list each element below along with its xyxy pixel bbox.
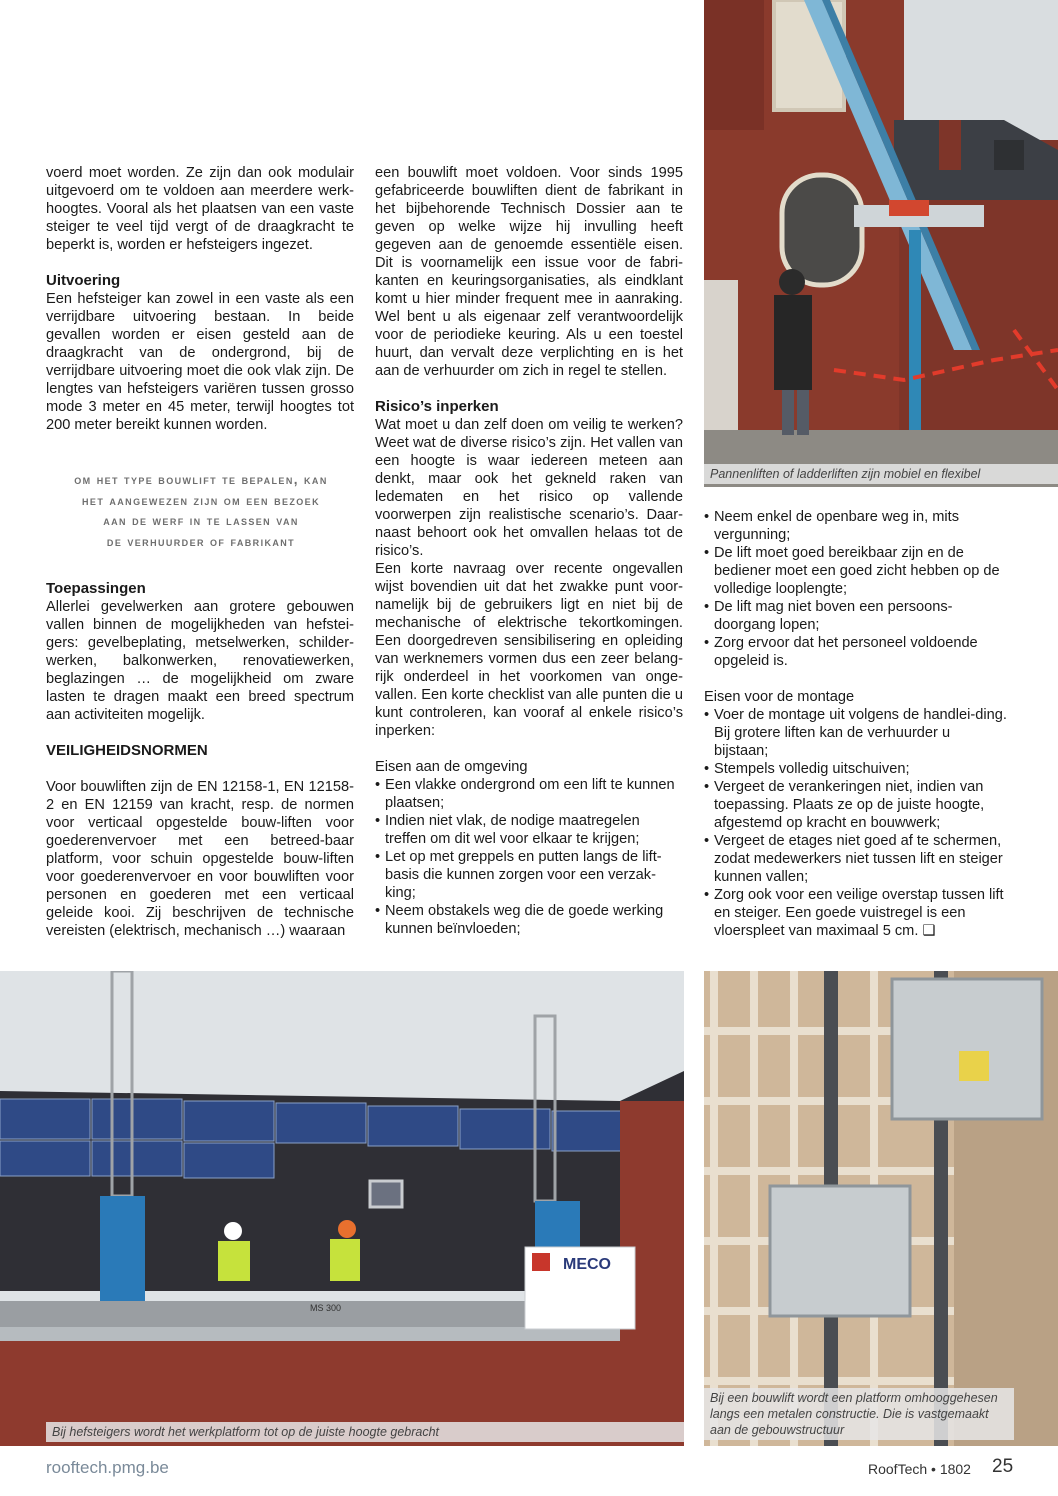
col2-risico-text-2: Een korte navraag over recente ongevallen wijst bovendien uit dat het zwakke punt voor-namelijk bij de gebruikers ligt en niet bij de mechanische of elektrische tekortkomingen. Een doorgedreven sensibilisering en opleiding van werknemers vormen dus een zeer belang-rijk onderdeel in het voorkomen van onge-vallen. Een korte checklist van alle punten die u kunt controleren, kan vooraf al enkele risico’s inperken:: [375, 561, 683, 739]
quote-line: het aangewezen zijn om een bezoek: [82, 492, 320, 508]
list-item: • Vergeet de etages niet goed af te schermen, zodat medewerkers niet tussen lift en steiger kunnen vallen;: [704, 832, 1008, 886]
heading-veiligheidsnormen: VEILIGHEIDSNORMEN: [46, 742, 208, 759]
footer-url[interactable]: rooftech.pmg.be: [46, 1458, 169, 1477]
photo-construction-hoist: [704, 971, 1058, 1446]
list-item: • Vergeet de verankeringen niet, indien van toepassing. Plaats ze op de juiste hoogte, afgestemd op kracht en bouwwerk;: [704, 778, 1008, 832]
col1-uitvoering-text: Een hefsteiger kan zowel in een vaste als een verrijdbare uitvoering bestaan. In beide gevallen worden er eisen gesteld aan de draagkracht van de ondergrond, bij de verrijdbare uitvoering moet die ook vlak zijn. De lengtes van hefsteigers variëren tussen grosso mode 3 meter en 45 meter, terwijl hoogtes tot 200 meter bereikt kunnen worden.: [46, 291, 354, 433]
heading-omgeving: Eisen aan de omgeving: [375, 759, 528, 775]
heading-uitvoering: Uitvoering: [46, 272, 121, 289]
col1-toepassingen-text: Allerlei gevelwerken aan grotere gebouwen vallen binnen de mogelijkheden van hefstei-gers: gevelbeplating, metselwerken, schilder-werken, balkonwerken, renovatiewerken, beglazingen … de mogelijkheid om zware lasten te dragen maakt een breed spectrum aan activiteiten mogelijk.: [46, 599, 354, 723]
caption-bottom-left: Bij hefsteigers wordt het werkplatform tot op de juiste hoogte gebracht: [46, 1422, 684, 1442]
footer-issue: RoofTech • 1802: [868, 1461, 971, 1477]
page-number: 25: [992, 1456, 1014, 1477]
list-item: • Zorg ervoor dat het personeel voldoende opgeleid is.: [704, 634, 1008, 670]
column-1: [46, 164, 354, 434]
quote-line: aan de werf in te lassen van: [103, 513, 299, 528]
heading-montage: Eisen voor de montage: [704, 689, 855, 705]
quote-line: de verhuurder of fabrikant: [106, 533, 296, 549]
list-item: • Stempels volledig uitschuiven;: [704, 760, 1008, 778]
column-2: [375, 164, 683, 938]
omgeving-list: [375, 776, 683, 938]
col1-intro: voerd moet worden. Ze zijn dan ook modulair uitgevoerd om te voldoen aan meerdere werk-hoogtes. Vooral als het plaatsen van een vaste steiger te veel tijd vergt of de draagkracht te beperkt is, worden er hefsteigers ingezet.: [46, 165, 354, 253]
column-3: [704, 508, 1008, 940]
quote-line: om het type bouwlift te bepalen, kan: [74, 472, 328, 487]
photo-ladder-lift: [704, 0, 1058, 487]
list-item: • De lift mag niet boven een persoons-doorgang lopen;: [704, 598, 1008, 634]
list-item: • Indien niet vlak, de nodige maatregelen treffen om dit wel voor elkaar te krijgen;: [375, 812, 683, 848]
photo-mast-climbing-platform: [0, 971, 684, 1446]
list-item: • Neem enkel de openbare weg in, mits vergunning;: [704, 508, 1008, 544]
list-item: • Een vlakke ondergrond om een lift te kunnen plaatsen;: [375, 776, 683, 812]
col1-veiligheid-text: Voor bouwliften zijn de EN 12158-1, EN 12158-2 en EN 12159 van kracht, resp. de normen voor verticaal opgestelde bouw-liften voor goederenvervoer met een betreed-baar platform, voor schuin opgestelde bouw-liften voor goederenvervoer en voor bouwliften voor personen en goederen met een verticaal geleide kooi. Zij beschrijven de technische vereisten (elektrisch, mechanisch …) waaraan: [46, 779, 354, 939]
col2-risico-text-1: Wat moet u dan zelf doen om veilig te werken? Weet wat de diverse risico’s zijn. Het vallen van een hoogte is waar iedereen meteen aan denkt, maar ook het gekneld raken van ledematen en het risico op vallende voorwerpen zijn realistische scenario’s. Daar-naast behoort ook het omvallen helaas tot de risico’s.: [375, 417, 683, 559]
montage-list: [704, 706, 1008, 940]
list-item: • Voer de montage uit volgens de handlei-ding. Bij grotere liften kan de verhuurder u bijstaan;: [704, 706, 1008, 760]
list-item: • De lift moet goed bereikbaar zijn en de bediener moet een goed zicht hebben op de volledige looplengte;: [704, 544, 1008, 598]
caption-bottom-right: Bij een bouwlift wordt een platform omhooggehesen langs een metalen constructie. Die is vastgemaakt aan de gebouwstructuur: [704, 1388, 1014, 1440]
list-item: • Let op met greppels en putten langs de lift-basis die kunnen zorgen voor een verzak-king;: [375, 848, 683, 902]
col2-p1: een bouwlift moet voldoen. Voor sinds 1995 gefabriceerde bouwliften dient de fabrikant in het bijbehorende Technisch Dossier aan te geven op welke wijze hij invulling heeft gegeven aan de genoemde essentiële eisen. Dit is voornamelijk een issue voor de fabri-kanten en keuringsorganisaties, als eindklant komt u hier minder frequent mee in aanraking. Wel bent u als eigenaar zelf verantwoordelijk voor de periodieke keuring. Als u een toestel huurt, dan vervalt deze verplichting en is het aan de verhuurder om zich in regel te stellen.: [375, 165, 683, 379]
heading-risico: Risico’s inperken: [375, 398, 499, 415]
column-1-lower: [46, 580, 354, 940]
list-item: • Neem obstakels weg die de goede werking kunnen beïnvloeden;: [375, 902, 683, 938]
heading-toepassingen: Toepassingen: [46, 580, 146, 597]
meco-sign-text: MECO: [563, 1256, 611, 1273]
omgeving-list-continued: [704, 508, 1008, 670]
pull-quote: [46, 470, 356, 552]
platform-label-text: MS 300: [310, 1303, 342, 1313]
caption-top-right: Pannenliften of ladderliften zijn mobiel en flexibel: [704, 464, 1058, 484]
list-item: • Zorg ook voor een veilige overstap tussen lift en steiger. Een goede vuistregel is een vloerspleet van maximaal 5 cm. ❑: [704, 886, 1008, 940]
